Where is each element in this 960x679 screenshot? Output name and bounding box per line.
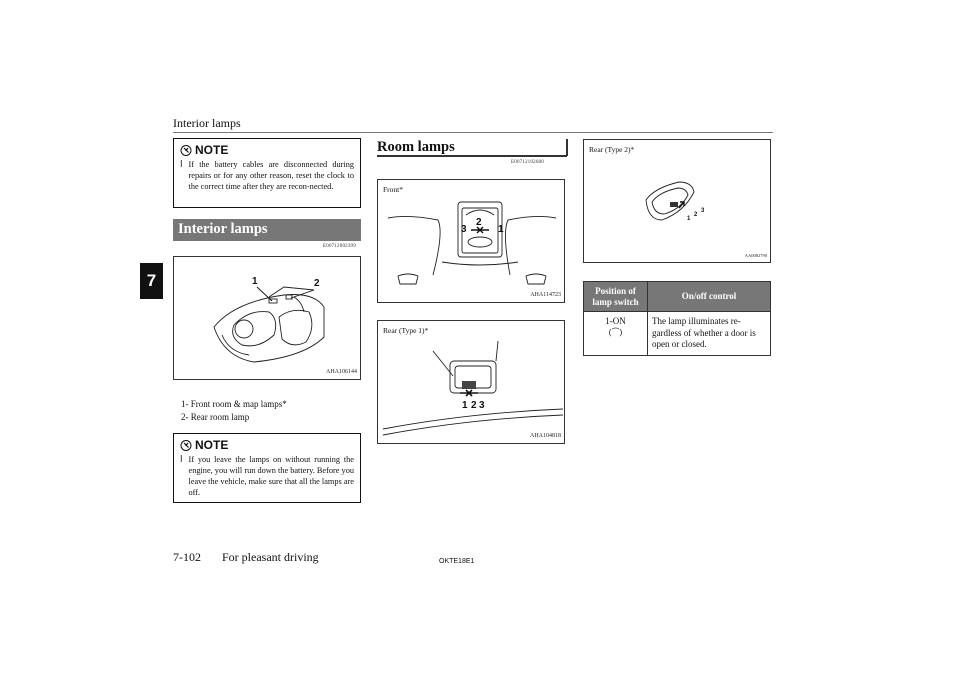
figure-code: AHA104818 bbox=[530, 433, 561, 439]
callout-2: 2 bbox=[314, 278, 320, 289]
list-item bbox=[181, 398, 287, 411]
header-rule bbox=[173, 132, 773, 133]
note-icon bbox=[180, 145, 192, 156]
rear-type2-illustration bbox=[584, 140, 771, 263]
callout-1: 1 bbox=[462, 400, 468, 411]
figure-code: AHA114723 bbox=[530, 292, 561, 298]
table-header-row bbox=[584, 282, 771, 312]
car-interior-illustration bbox=[174, 257, 361, 380]
table-row bbox=[584, 312, 771, 356]
figure-caption: Rear (Type 1)* bbox=[383, 326, 429, 335]
footer-doc-code: OKTE18E1 bbox=[439, 558, 475, 565]
callout-2: 2 bbox=[471, 400, 477, 411]
list-item-number: 1- bbox=[181, 399, 189, 409]
note-icon bbox=[180, 440, 192, 451]
callout-3: 3 bbox=[479, 400, 485, 411]
note-label: NOTE bbox=[195, 438, 229, 452]
section-code: E00712102680 bbox=[511, 160, 544, 165]
table-cell-control: The lamp illuminates re-gardless of whether a door is open or closed. bbox=[648, 312, 771, 356]
note-label: NOTE bbox=[195, 143, 229, 157]
note-box-battery-drain bbox=[173, 433, 361, 503]
chapter-tab: 7 bbox=[140, 263, 163, 299]
lamp-list bbox=[181, 398, 287, 424]
list-item bbox=[181, 411, 287, 424]
lamp-switch-table bbox=[583, 281, 771, 356]
front-lamp-illustration bbox=[378, 180, 565, 303]
figure-caption: Front* bbox=[383, 185, 404, 194]
note-header bbox=[180, 438, 354, 452]
table-header-position: Position of lamp switch bbox=[584, 282, 648, 312]
figure-caption: Rear (Type 2)* bbox=[589, 145, 635, 154]
bullet-icon: l bbox=[180, 160, 183, 170]
section-title-room-lamps: Room lamps bbox=[377, 139, 455, 155]
page-header-title: Interior lamps bbox=[173, 116, 241, 130]
note-body bbox=[180, 455, 354, 499]
footer-page-number: 7-102 bbox=[173, 550, 201, 564]
room-title-rule bbox=[377, 155, 567, 157]
rear-type1-illustration bbox=[378, 321, 565, 444]
figure-rear-type2-lamp bbox=[583, 139, 771, 263]
footer-section-title: For pleasant driving bbox=[222, 550, 319, 564]
room-title-bar bbox=[566, 139, 568, 156]
figure-code: AA0082790 bbox=[744, 253, 767, 258]
callout-3: 3 bbox=[701, 208, 705, 214]
figure-code: AHA106144 bbox=[326, 369, 357, 375]
section-title-interior-lamps: Interior lamps bbox=[173, 219, 361, 241]
list-item-label: Front room & map lamps* bbox=[190, 399, 287, 409]
position-value: 1-ON bbox=[605, 316, 626, 326]
list-item-label: Rear room lamp bbox=[190, 412, 250, 422]
list-item-number: 2- bbox=[181, 412, 189, 422]
figure-rear-type1-lamp bbox=[377, 320, 565, 444]
callout-2: 2 bbox=[476, 217, 482, 228]
figure-interior-lamps bbox=[173, 256, 361, 380]
note-text: If you leave the lamps on without running the engine, you will run down the battery. Before you leave the vehicle, make sure that all the lamps are off. bbox=[188, 455, 354, 497]
bullet-icon: l bbox=[180, 455, 183, 465]
callout-1: 1 bbox=[687, 216, 691, 222]
callout-3: 3 bbox=[461, 224, 467, 235]
note-header bbox=[180, 143, 354, 157]
note-text: If the battery cables are disconnected during repairs or for any other reason, reset the clock to the correct time after they are recon-nected. bbox=[188, 160, 354, 191]
lamp-symbol-icon: (⏜) bbox=[608, 327, 623, 337]
note-box-battery bbox=[173, 138, 361, 208]
table-cell-position bbox=[584, 312, 648, 356]
figure-front-room-lamp bbox=[377, 179, 565, 303]
note-body bbox=[180, 160, 354, 193]
callout-2: 2 bbox=[694, 212, 698, 218]
callout-1: 1 bbox=[252, 276, 258, 287]
table-header-control: On/off control bbox=[648, 282, 771, 312]
section-code: E00712002399 bbox=[323, 244, 356, 249]
callout-1: 1 bbox=[498, 224, 504, 235]
